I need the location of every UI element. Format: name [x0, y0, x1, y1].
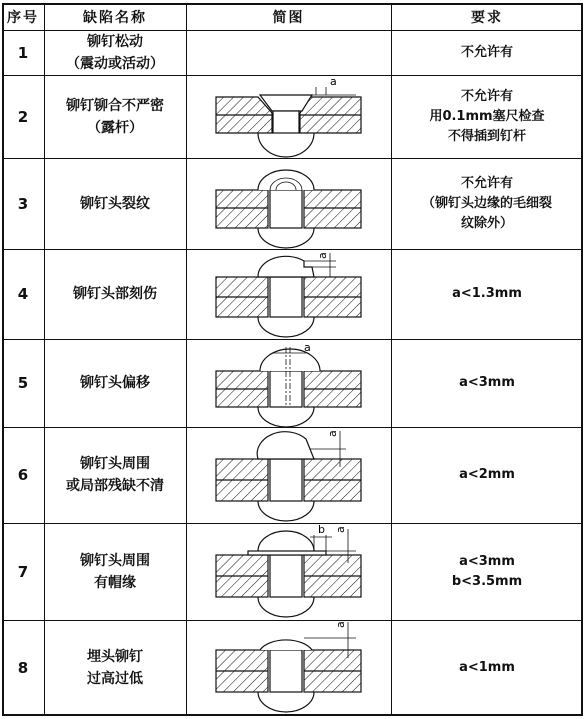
defect-name [44, 158, 186, 249]
dimension-label-a: a [304, 341, 311, 354]
rivet-shank [273, 111, 299, 133]
requirement-line: 不允许有 [460, 175, 513, 191]
head-flange [248, 551, 326, 555]
defect-name [44, 30, 186, 75]
row-number: 1 [17, 43, 29, 62]
requirement-line: 不得插到钉杆 [447, 128, 526, 144]
defect-name-line: （震动或活动） [66, 55, 164, 72]
rivet-shank [270, 459, 302, 501]
sketch-head-crack [186, 158, 391, 249]
requirement-line: a<1.3mm [452, 286, 522, 301]
rivet-tail-head [258, 133, 314, 157]
requirement-line: a<2mm [459, 467, 515, 482]
requirement-line: b<3.5mm [451, 573, 523, 589]
defect-table [2, 3, 583, 716]
dimension-label-a: a [316, 252, 329, 259]
requirement-line: a<3mm [459, 553, 515, 569]
row-number: 3 [17, 194, 29, 213]
header-index: 序号 [7, 9, 39, 26]
row-number: 5 [17, 374, 29, 392]
row-number: 8 [17, 659, 29, 677]
rivet-top-head [258, 170, 314, 190]
requirement [391, 620, 583, 716]
defect-name-line: 或局部残缺不清 [66, 478, 164, 494]
row-number: 4 [17, 285, 29, 303]
rivet-tail-head [258, 597, 314, 617]
sketch-head-scratch [186, 249, 391, 339]
requirement-line: 用0.1mm塞尺检查 [429, 108, 545, 124]
sketch-head-incomplete [186, 427, 391, 523]
defect-name [44, 620, 186, 716]
sketch-countersunk-height [186, 620, 391, 716]
row-number: 2 [17, 107, 29, 126]
rivet-tail-head [258, 407, 314, 427]
defect-name [44, 75, 186, 158]
requirement [391, 249, 583, 339]
defect-name-line: 有帽缘 [94, 574, 136, 591]
dimension-label-a: a [326, 430, 339, 437]
defect-name [44, 523, 186, 620]
header-sketch: 简图 [272, 9, 305, 26]
requirement-line: 纹除外） [460, 215, 513, 231]
sketch-head-offset [186, 339, 391, 427]
defect-name [44, 339, 186, 427]
defect-name-line: 铆钉铆合不严密 [66, 97, 164, 114]
row-number: 7 [17, 562, 29, 581]
row-number: 6 [17, 466, 29, 484]
defect-name-line: 铆钉头裂纹 [80, 195, 150, 212]
requirement-line: a<3mm [459, 375, 515, 390]
dimension-label-a: a [330, 75, 337, 88]
rivet-top-head [258, 256, 314, 277]
rivet-tail-head [258, 692, 314, 712]
defect-name-line: 过高过低 [87, 671, 143, 687]
defect-name [44, 427, 186, 523]
rivet-shank [270, 190, 302, 228]
defect-name-line: 铆钉头周围 [80, 456, 150, 472]
sketch-head-flange [186, 523, 391, 620]
dimension-label-a: a [334, 621, 347, 628]
dimension-label-b: b [318, 523, 325, 536]
defect-name-line: 铆钉头部刻伤 [73, 286, 157, 302]
rivet-shank [270, 277, 302, 317]
defect-name-line: 铆钉头周围 [80, 552, 150, 569]
requirement [391, 427, 583, 523]
rivet-tail-head [258, 501, 314, 521]
rivet-top-head [260, 640, 312, 650]
defect-name-line: 铆钉头偏移 [80, 375, 150, 391]
requirement [391, 30, 583, 75]
requirement-line: （铆钉头边缘的毛细裂 [421, 195, 552, 211]
requirement [391, 158, 583, 249]
rivet-top-head [258, 531, 314, 551]
requirement [391, 339, 583, 427]
dimension-label-a: a [334, 526, 347, 533]
sketch-rivet-not-tight [186, 75, 391, 158]
rivet-shank [270, 555, 302, 597]
header-requirement: 要求 [471, 9, 503, 26]
rivet-shank [270, 650, 302, 692]
defect-name [44, 249, 186, 339]
defect-name-line: （露杆） [87, 119, 143, 136]
requirement-line: a<1mm [459, 660, 515, 675]
requirement [391, 75, 583, 158]
header-defect-name: 缺陷名称 [83, 9, 147, 26]
rivet-tail-head [258, 317, 314, 337]
rivet-tail-head [258, 228, 314, 248]
requirement [391, 523, 583, 620]
defect-name-line: 埋头铆钉 [87, 649, 143, 665]
requirement-line: 不允许有 [460, 44, 513, 60]
requirement-line: 不允许有 [460, 88, 513, 104]
defect-name-line: 铆钉松动 [87, 33, 143, 50]
rivet-top-head [257, 432, 314, 459]
